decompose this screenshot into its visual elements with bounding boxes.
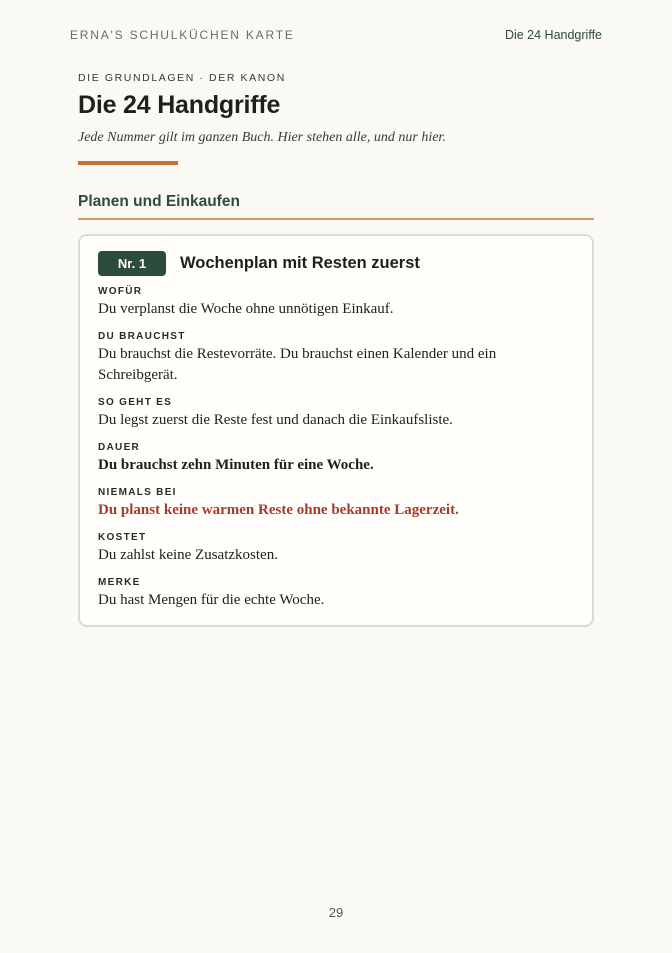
field-text-dauer: Du brauchst zehn Minuten für eine Woche. (98, 457, 374, 473)
kicker: DIE GRUNDLAGEN · DER KANON (78, 72, 286, 84)
field-label-wofuer: WOFÜR (98, 286, 143, 297)
field-text-so-geht-es: Du legst zuerst die Reste fest und danach die Einkaufsliste. (98, 412, 453, 428)
field-label-so-geht-es: SO GEHT ES (98, 397, 173, 408)
field-label-niemals-bei: NIEMALS BEI (98, 487, 177, 498)
field-label-dauer: DAUER (98, 442, 141, 453)
card-title: Wochenplan mit Resten zuerst (180, 254, 420, 272)
book-title: ERNA'S SCHULKÜCHEN KARTE (70, 28, 295, 42)
section-title: Planen und Einkaufen (78, 193, 594, 220)
handgriff-card (78, 234, 594, 627)
page-number: 29 (328, 905, 344, 920)
field-text-wofuer: Du verplanst die Woche ohne unnötigen Einkauf. (98, 301, 394, 317)
accent-rule (78, 161, 178, 165)
chapter-title: Die 24 Handgriffe (504, 28, 602, 42)
field-text-niemals-bei: Du planst keine warmen Reste ohne bekannte Lagerzeit. (98, 502, 459, 518)
field-label-merke: MERKE (98, 577, 141, 588)
field-text-merke: Du hast Mengen für die echte Woche. (98, 592, 325, 608)
field-text-kostet: Du zahlst keine Zusatzkosten. (98, 547, 278, 563)
field-text-du-brauchst: Du brauchst die Restevorräte. Du brauchst einen Kalender und ein Schreibgerät. (98, 346, 497, 383)
field-label-kostet: KOSTET (98, 532, 147, 543)
card-header (98, 251, 574, 276)
running-head (70, 28, 602, 42)
page-title: Die 24 Handgriffe (78, 91, 281, 119)
page-subtitle: Jede Nummer gilt im ganzen Buch. Hier stehen alle, und nur hier. (78, 130, 446, 145)
page-content (78, 72, 594, 627)
field-label-du-brauchst: DU BRAUCHST (98, 331, 186, 342)
number-badge: Nr. 1 (98, 251, 166, 276)
